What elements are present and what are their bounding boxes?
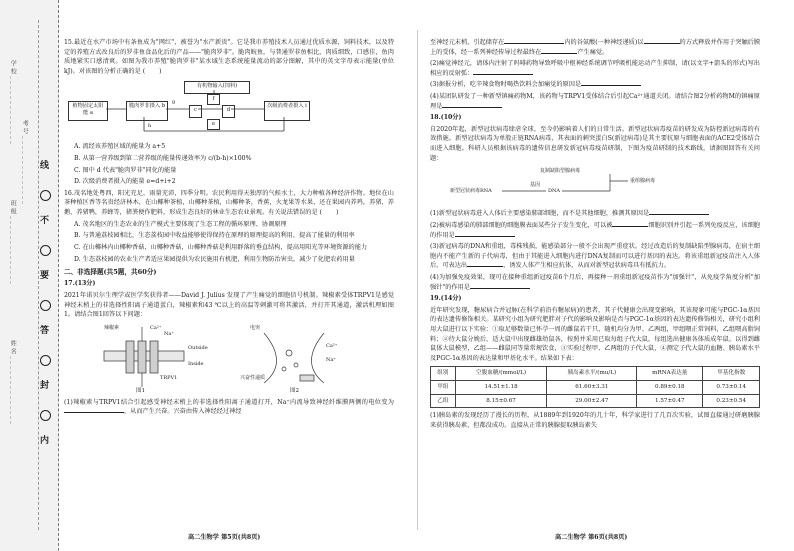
label-recombinant: 重组腺病毒 [630,178,656,185]
fig1-label-ca: Ca²⁺ [150,324,162,331]
section-title-nonchoice: 二、非选择题(共5题，共60分) [64,268,157,277]
answer-blank[interactable] [581,80,641,86]
q17-heading: 17.(13分) [64,280,96,288]
fig1-label-na: Na⁺ [164,330,174,337]
table-cell: 8.15±0.67 [455,394,547,408]
answer-blank[interactable] [541,48,577,54]
binding-sidebar [0,0,59,551]
answer-blank[interactable] [649,209,709,215]
diagram-arrows [64,79,324,139]
fig1-label-capsaicin: 辣椒素 [104,324,120,331]
q18-sub2: (2)被病毒感染的肺部细胞的细胞膜表面某些分子发生变化，可以被 细胞识别并引起一系列免疫反应，该细胞的作用是 [430,221,760,239]
table-header-cell: 空腹血糖/(mmol/L) [455,367,547,381]
seal-circle [40,355,51,366]
fig1-label-trpv1: TRPV1 [160,374,178,381]
q17-sub2: (2)痛觉神经元，请体内注射了吗啡药物导致呼吸中枢神经系统调节呼吸机能运动产生抑制，请(以文字+箭头的形式)写出相应的反射弧： [430,60,760,77]
sidebar-class-label: 班级______________ [9,200,17,286]
q17-continued: 至神经元末梢，引起储存在 内的谷氨酸(一种神经递质)以 的方式释放并作用于突触后膜上的受体，经一系列神经传导过程最终在 产生痛觉。 [430,39,761,56]
label-dna: DNA [548,188,560,195]
q17-stem: 2021年诺贝尔生理学或医学奖获得者——David J. Julius 发现了产生痛觉的细胞信号机制。辣椒素受体TRPV1是感觉神经末梢上的非选择性阳离子通道蛋白，辣椒素和43 ℃以上的高温等刺激可将其激活，并打开其通道，激活机理如图1。请结合图1回答以下问题： [64,291,394,319]
q17-sub1: (1)辣椒素与TRPV1结合引起感受神经末梢上的非选择性阳离子通道打开，Na⁺内流导致神经纤维膜两侧的电位变为，从而产生兴奋。兴奋由传入神经经过神经 [64,398,394,416]
seal-circle [40,245,51,256]
table-cell: 乙组 [431,394,456,408]
fig1-caption: 图1 [136,387,145,394]
table-row [431,381,760,395]
fig2-label-transmitter: 兴奋性递质 [240,374,266,381]
box-feed-input: 有机物输入(饲料) [184,81,250,94]
q15-option-b[interactable]: B. 从第一营养级到第二营养级的能量传递效率为 c/(b-h)×100% [74,155,252,163]
q16-option-b[interactable]: B. 与普通荔枝园相比，生态荔枝园中收益能够使得保持在原理的原理提高的利用，提高了能量的利用率 [74,232,355,240]
answer-blank[interactable] [455,231,515,237]
seal-char-5: 封 [40,381,50,391]
table-header-cell: 胰岛素水平/(mu/L) [547,367,637,381]
box-producer: 植物固定太阳能 a [68,101,108,121]
q16-option-d[interactable]: D. 生态荔枝园的农业生产者适应果园提供为农民施用有机肥，利用生物防治害虫，减少了化肥农药用量 [74,255,355,263]
seal-circle [40,410,51,421]
label-d: d [222,105,235,118]
label-adenovirus: 复制缺陷型腺病毒 [540,168,581,175]
answer-blank[interactable] [64,407,124,413]
q17-sub4: (4)某团队研发了一种新型镇痛药物M，该药物与TRPV1受体结合后引起Ca²⁺通道关闭。请结合图2分析药物M的镇痛原理是 [430,93,760,110]
q17-sub3: (3)据报分析，吃辛辣食物时喝热饮料会加痛觉的原因是 [430,80,760,90]
q19-heading: 19.(14分) [430,295,462,303]
table-row [431,394,760,408]
seal-circle [40,300,51,311]
table-cell: 0.73±0.14 [703,381,760,395]
fig2-label-synapse: 电突 [250,324,261,331]
trpv1-figure-graphics [64,323,394,395]
page-footer-left: 高二生物学 第5页(共8页) [188,534,261,542]
answer-blank[interactable] [612,221,648,227]
fig2-label-ca: Ca²⁺ [326,342,338,349]
label-virus-rna: 新型冠状病毒RNA [450,188,492,195]
q16-stem: 16.茂名地处粤西，阳光充足，雨量充沛，四季分明。农民利用得天独厚的气候水土，大力种植各种经济作物。地位在山茶种植区香等名贵经济林木，在山椰种茶植，山椰种茶植，山椰种茶，香蕉，火龙果等水果，还在果园内养鸡，养猪，养鹅，养猪鸭，养蜂等，猪粪便作肥料，形成生态良好的林业生态农业景观。有关说法错误的是 ( ) [64,189,394,217]
table-header-cell: mRNA表达量 [637,367,703,381]
answer-blank[interactable] [504,38,564,44]
table-cell: 1.57±0.47 [637,394,703,408]
energy-flow-diagram [64,79,394,139]
table-cell: 29.00±2.47 [547,394,637,408]
page-footer-right: 高二生物学 第6页(共8页) [555,534,628,542]
box-primary-consumer: 脆肉罗非摄入 b [126,101,168,121]
sidebar-name-label: 姓名______________ [9,340,17,426]
seal-circle [40,190,51,201]
fig1-label-inside: Inside [188,360,204,367]
right-column [430,38,760,433]
q19-stem: 近年研究发现，糖尿病合并冠脉(在科学前沿有糖尿病)的患者，其子代健康会出现变影响，其该现象可能与PGC-1α基因的表达遗传修饰相关。某研究小组为研究肥胖对子代的影响及影响是否与PGC-1α基因的表达遗传修饰相关，研究小组利用大鼠进行以下实验：①取足够数量已怀孕一周的雌鼠若干只，随机均分为甲、乙两组，甲组喂正常饲料，乙组喂高脂饲料；②待大鼠分娩后，适大鼠中出现雌雄幼鼠各，按照并采用已取每组子代大鼠，每组选出健康各体质成年鼠。以得到雌鼠体大鼠模型，乙组——雌鼠同等量常规饮食，③实验过程甲、乙两组的子代大鼠，④测定子代大鼠的血糖、胰岛素水平及PGC-1α基因的表达量和甲基化水平。结果如下表： [430,306,760,362]
label-h: h [148,123,152,130]
q16-option-c[interactable]: C. 在山椰林内山椰种香菇，山椰种香菇，山椰种香菇是利用群落的垂直结构，提高用阳光等环境资源的能力 [74,243,368,251]
trpv1-figures [64,323,394,395]
q15-stem: 15.最近在水产市场中有条鱼成为"网红"，被誉为"水产新贵"。它是我市养殖技术人员通过优质水源，饲料技术，以及特定的养殖方式改良后的罗非鱼食品化后的产品——"脆肉罗非"。脆肉鲩鱼，与普通罗非鱼相比，肉质细致，口感佳，鱼肉质地紧实口感清爽。如图为我市养殖"脆肉罗非"某水域生态系统能量流动的部分图解，其中的英文字母表示能量(单位 kJ)。对该图的分析正确的是 ( ) [64,39,394,75]
q18-sub1: (1)新型冠状病毒进入人体后主要感染肺部细胞，而不是其他细胞，推测其原因是 [430,209,760,219]
answer-blank[interactable] [473,69,533,75]
answer-blank[interactable] [442,102,502,108]
fig2-label-na: Na⁺ [326,356,336,363]
table-cell: 0.89±0.18 [637,381,703,395]
table-cell: 0.23±0.54 [703,394,760,408]
label-gene: 基因 [530,182,541,189]
label-c: c [189,105,202,118]
q15-option-a[interactable]: A. 流经该养殖区域的能量为 a+5 [74,143,166,151]
table-header-row [431,367,760,381]
label-e: e [207,119,220,130]
answer-blank[interactable] [467,261,503,267]
q18-sub4: (4)为加强免疫效果，现可在接种重组新冠疫苗6个月后，再接种一剂重组新冠疫苗作为"加强针"，从免疫学角度分析"加强针"的作用是 [430,273,760,291]
column-divider [417,30,418,530]
table-cell: 61.60±3.31 [547,381,637,395]
seal-char-6: 内 [40,436,50,446]
sidebar-school-label: 学校______________ [9,60,17,146]
table-cell: 甲组 [431,381,456,395]
answer-blank[interactable] [644,38,680,44]
q18-heading: 18.(10分) [430,114,462,122]
seal-char-4: 答 [40,326,50,336]
q19-sub1: (1)胰岛素的发现经历了漫长的历程，从1889年到1920年的几十年，科学家进行了几百次实验，试图直接通过研磨胰腺来获得胰岛素，但都没成功。直接从正常的胰腺提取胰岛素失 [430,412,760,430]
fig2-caption: 图2 [290,387,299,394]
left-column [64,38,394,419]
vaccine-arrows [430,166,690,206]
q15-option-d[interactable]: D. 次级消费者摄入的能量 e=d+i+2 [74,178,176,186]
sidebar-id-label: 考号______________ [21,120,29,206]
vaccine-diagram [430,166,760,206]
table-header-cell: 甲基化指数 [703,367,760,381]
fig1-label-outside: Outside [188,344,208,351]
box-secondary-consumer: 次级消费者摄入 i [264,101,310,121]
seal-char-3: 要 [40,271,50,281]
label-f: f [207,94,220,105]
q18-stem: 自2020年起，新型冠状病毒肆虐全球，至今仍影响着人们的日常生活。新型冠状病毒疫苗的研发成为防控新冠病毒的有效措施。新型冠状病毒为单股正链RNA病毒，其表面的刺突蛋白S(新冠病毒)是其主要抗原与细胞表面的ACE2受体结合而进入细胞。科研人员根据该病毒的遗传信息研发新冠病毒疫苗研制，下图为疫苗研制的技术路线，请据图回答有关问题： [430,125,760,162]
label-g: g [172,99,176,106]
seal-char-1: 线 [40,161,50,171]
seal-char-2: 不 [40,216,50,226]
q19-results-table [430,366,760,408]
q16-option-a[interactable]: A. 茂名地区的生态农业的生产模式主要体现了生态工程的循环原理、协调原理 [74,220,287,228]
q15-option-c[interactable]: C. 图中 d 代表"脆肉罗非"同化的能量 [74,166,177,174]
answer-blank[interactable] [470,283,530,289]
table-header-cell: 组别 [431,367,456,381]
table-cell: 14.51±1.18 [455,381,547,395]
q18-sub3: (3)新冠病毒的DNA和重组，毒株残损，能感染部分一般不会出现严重症状。经过改造后的复制缺陷型腺病毒，在宿主细胞内不能产生新的子代病毒，但由于其能进入细胞内进行DNA复制而可以进行基因的表达。将该重组新冠疫苗注入人体后，可表达出 ，诱发人体产生相应抗体，从而对新型冠状病毒具有抵抗力。 [430,243,760,270]
